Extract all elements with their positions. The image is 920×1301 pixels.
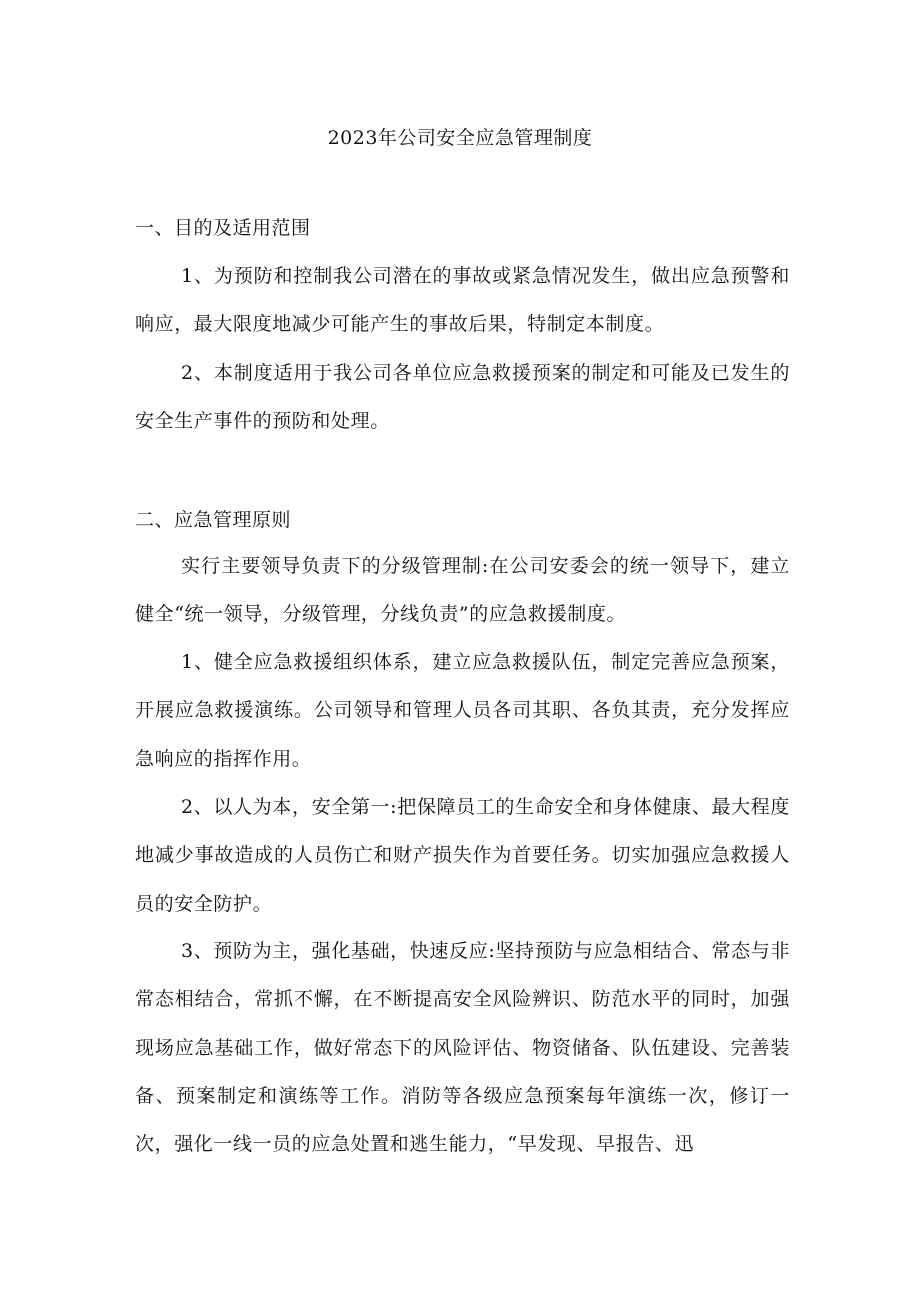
paragraph-purpose-1: 1、为预防和控制我公司潜在的事故或紧急情况发生，做出应急预警和响应，最大限度地减少可能产生的事故后果，特制定本制度。 — [135, 265, 790, 336]
paragraph-scope-2: 2、本制度适用于我公司各单位应急救援预案的制定和可能及已发生的安全生产事件的预防和处理。 — [135, 362, 790, 433]
section-heading-principles: 二、应急管理原则 — [135, 509, 292, 531]
paragraph-principles-intro: 实行主要领导负责下的分级管理制:在公司安委会的统一领导下，建立健全“统一领导，分级管理，分线负责”的应急救援制度。 — [135, 555, 790, 626]
paragraph-principle-2: 2、以人为本，安全第一:把保障员工的生命安全和身体健康、最大程度地减少事故造成的人员伤亡和财产损失作为首要任务。切实加强应急救援人员的安全防护。 — [135, 796, 790, 915]
document-title: 2023年公司安全应急管理制度 — [327, 127, 593, 149]
section-heading-purpose-scope: 一、目的及适用范围 — [135, 217, 311, 239]
paragraph-principle-3: 3、预防为主，强化基础，快速反应:坚持预防与应急相结合、常态与非常态相结合，常抓不懈，在不断提高安全风险辨识、防范水平的同时，加强现场应急基础工作，做好常态下的风险评估、物资储备、队伍建设、完善装备、预案制定和演练等工作。消防等各级应急预案每年演练一次，修订一次，强化一线一员的应急处置和逃生能力，“早发现、早报告、迅 — [135, 940, 790, 1156]
paragraph-principle-1: 1、健全应急救援组织体系，建立应急救援队伍，制定完善应急预案，开展应急救援演练。公司领导和管理人员各司其职、各负其责，充分发挥应急响应的指挥作用。 — [135, 651, 790, 770]
